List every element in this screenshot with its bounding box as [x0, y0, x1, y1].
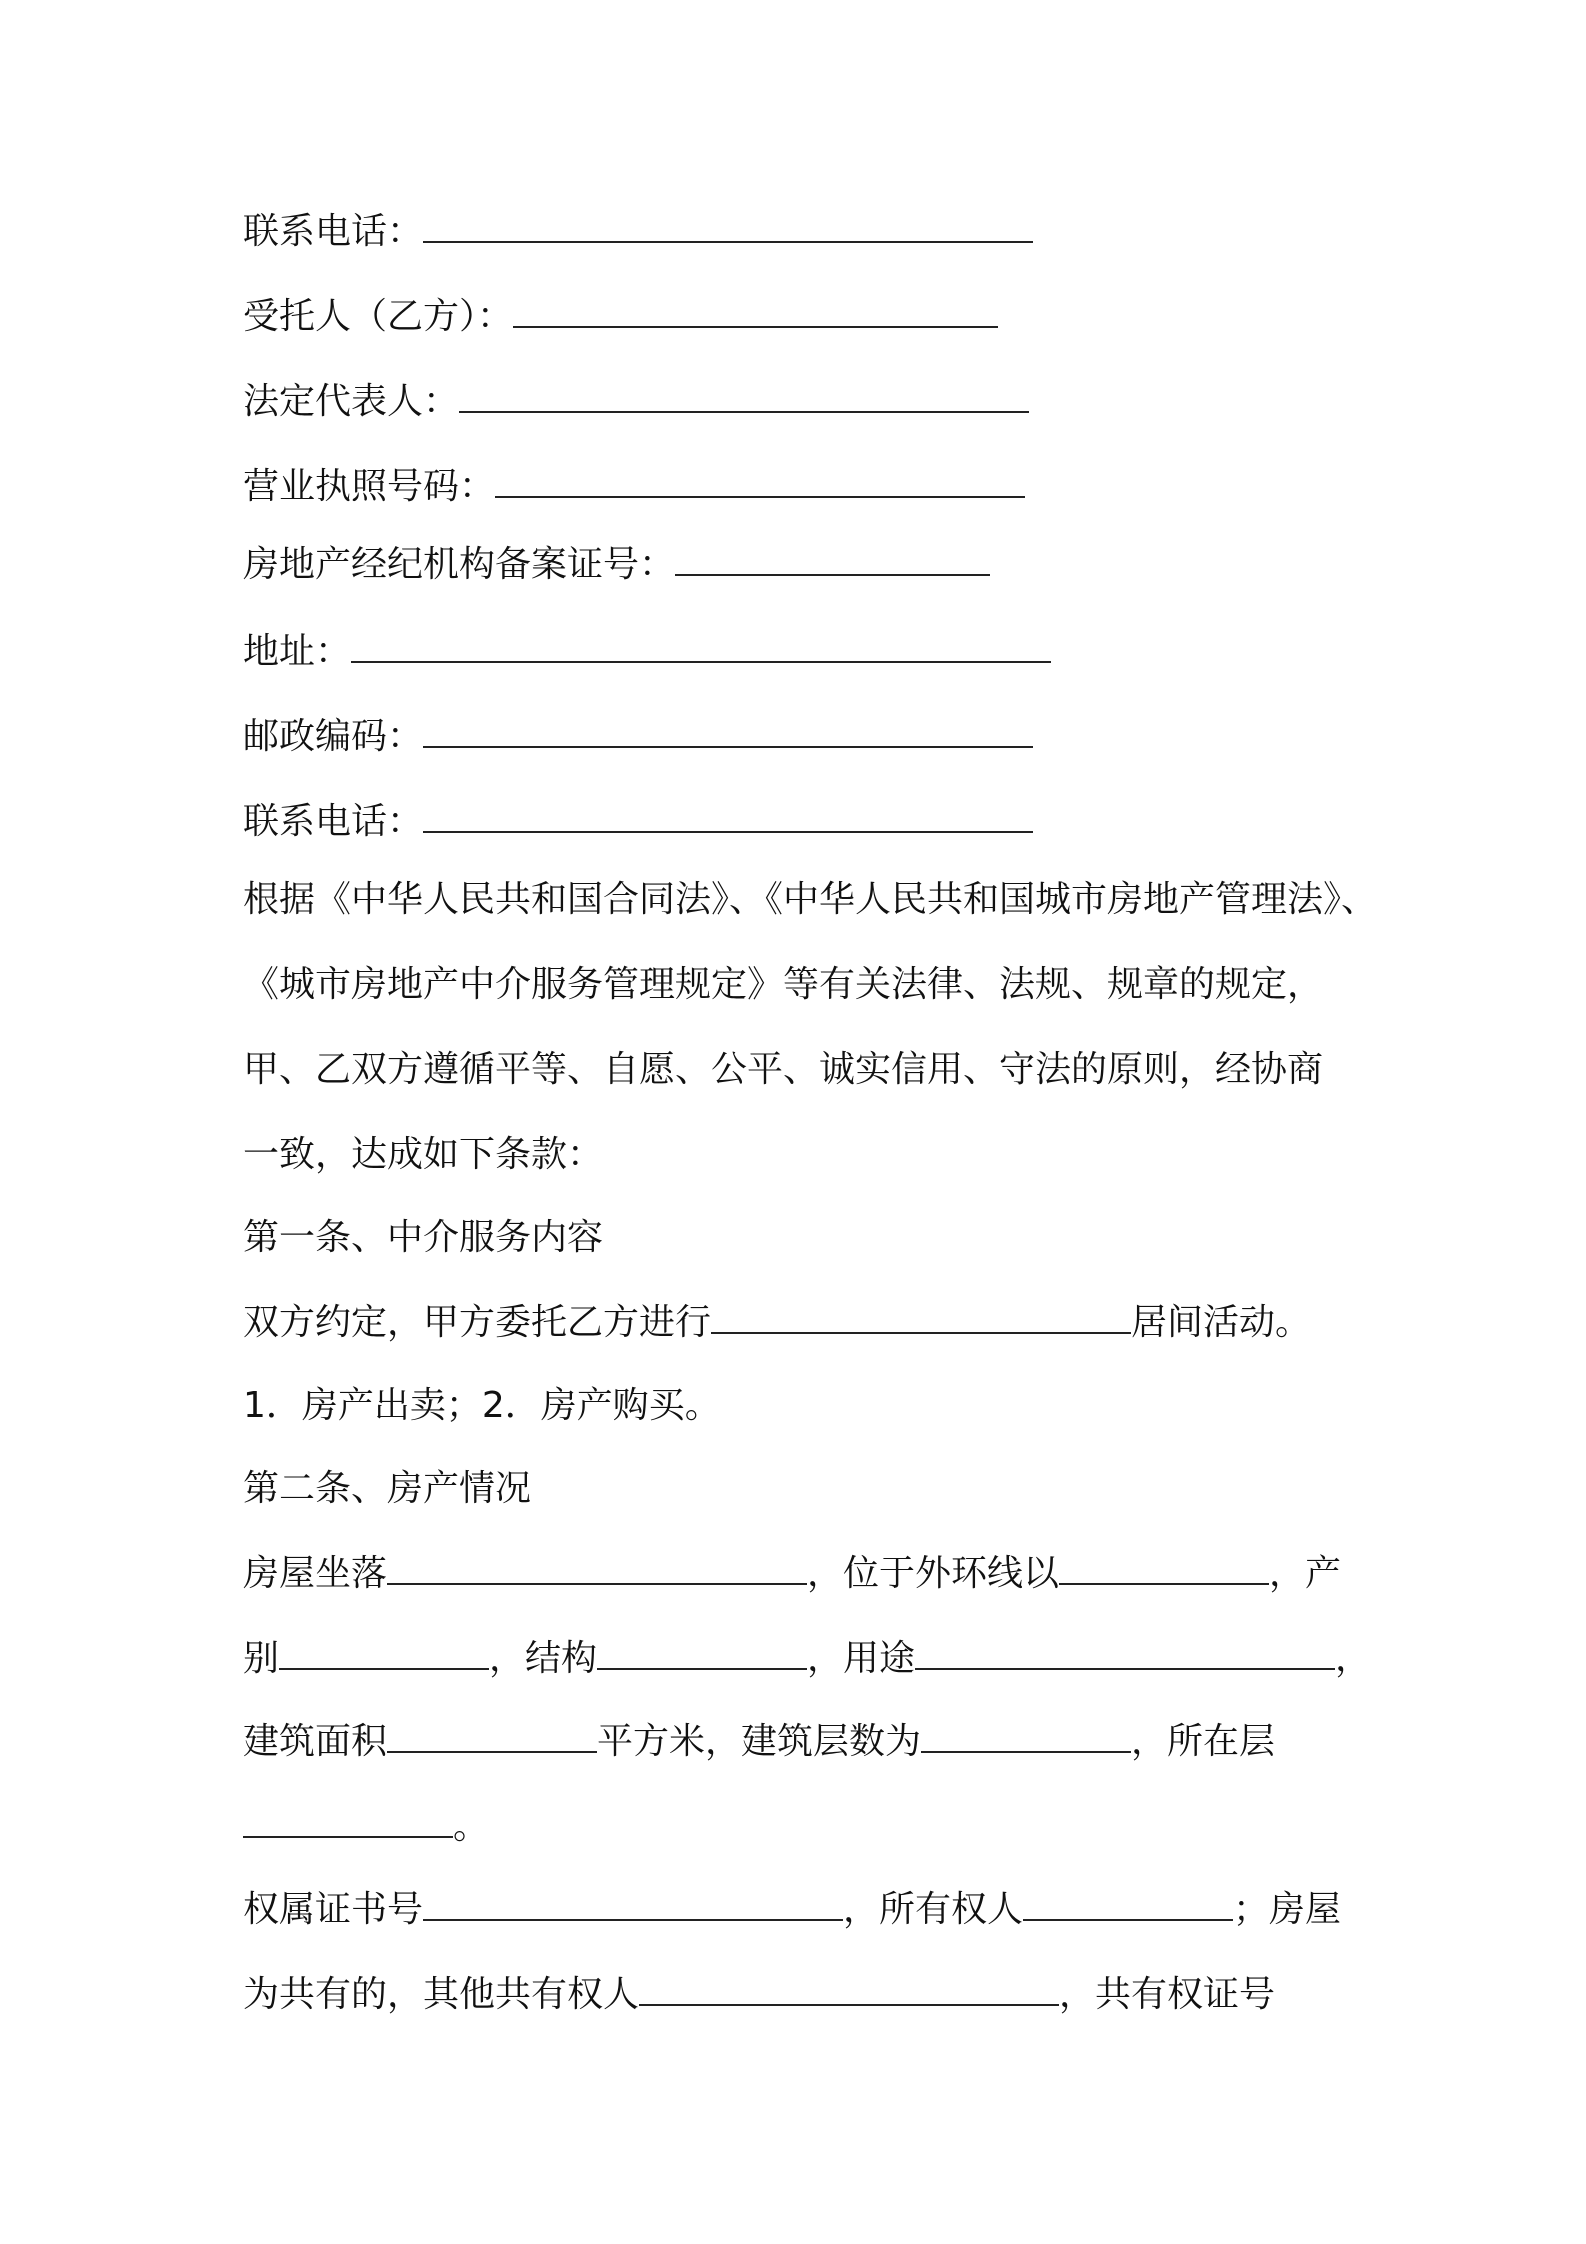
article-1-content [243, 1302, 1311, 1344]
blank-line[interactable] [351, 631, 1051, 663]
property-line-2 [243, 1638, 1371, 1680]
field-contact-phone-1 [243, 211, 1033, 253]
blank-line[interactable] [423, 716, 1033, 748]
blank-line[interactable] [423, 801, 1033, 833]
blank-line[interactable] [639, 1974, 1059, 2006]
field-label: 地址： [243, 631, 352, 672]
text: 为共有的，其他共有权人 [243, 1974, 640, 2015]
blank-line[interactable] [279, 1638, 489, 1670]
field-business-license [243, 466, 1025, 508]
intro-line: 一致，达成如下条款： [243, 1134, 604, 1175]
blank-line[interactable] [711, 1302, 1131, 1334]
text: ，所有权人 [843, 1889, 1024, 1930]
field-address [243, 631, 1051, 673]
blank-line[interactable] [423, 211, 1033, 243]
blank-line[interactable] [495, 466, 1025, 498]
text: 平方米，建筑层数为 [597, 1721, 922, 1762]
field-postal-code [243, 716, 1033, 758]
blank-line[interactable] [921, 1721, 1131, 1753]
property-line-4 [243, 1806, 489, 1848]
blank-line[interactable] [1059, 1553, 1269, 1585]
intro-line: 《城市房地产中介服务管理规定》等有关法律、法规、规章的规定， [243, 964, 1324, 1005]
text: ，结构 [489, 1638, 598, 1679]
text: 权属证书号 [243, 1889, 424, 1930]
text: ，位于外环线以 [807, 1553, 1060, 1594]
blank-line[interactable] [513, 296, 998, 328]
text: 。 [453, 1806, 490, 1847]
article-2-heading: 第二条、房产情况 [243, 1468, 532, 1509]
text: ，用途 [807, 1638, 916, 1679]
text: ；房屋 [1233, 1889, 1342, 1930]
text: 建筑面积 [243, 1721, 388, 1762]
property-line-1 [243, 1553, 1341, 1595]
text: 别 [243, 1638, 280, 1679]
blank-line[interactable] [915, 1638, 1335, 1670]
text: 居间活动。 [1131, 1302, 1312, 1343]
field-trustee [243, 296, 998, 338]
field-label: 法定代表人： [243, 381, 460, 422]
field-label: 联系电话： [243, 211, 424, 252]
article-1-heading: 第一条、中介服务内容 [243, 1217, 604, 1258]
field-label: 邮政编码： [243, 716, 424, 757]
blank-line[interactable] [459, 381, 1029, 413]
blank-line[interactable] [243, 1806, 453, 1838]
text: ， [1335, 1638, 1372, 1679]
field-agency-registration [243, 544, 990, 586]
blank-line[interactable] [1023, 1889, 1233, 1921]
field-legal-representative [243, 381, 1029, 423]
property-line-3 [243, 1721, 1275, 1763]
text: 双方约定，甲方委托乙方进行 [243, 1302, 712, 1343]
field-label: 营业执照号码： [243, 466, 496, 507]
blank-line[interactable] [387, 1553, 807, 1585]
field-contact-phone-2 [243, 801, 1033, 843]
field-label: 房地产经纪机构备案证号： [243, 544, 676, 585]
text: 房屋坐落 [243, 1553, 388, 1594]
field-label: 联系电话： [243, 801, 424, 842]
property-line-5 [243, 1889, 1341, 1931]
blank-line[interactable] [675, 544, 990, 576]
article-1-options: 1．房产出卖；2．房产购买。 [243, 1385, 721, 1426]
blank-line[interactable] [597, 1638, 807, 1670]
field-label: 受托人（乙方）： [243, 296, 514, 337]
text: ，所在层 [1131, 1721, 1276, 1762]
blank-line[interactable] [423, 1889, 843, 1921]
blank-line[interactable] [387, 1721, 597, 1753]
property-line-6 [243, 1974, 1275, 2016]
text: ，产 [1269, 1553, 1342, 1594]
intro-line: 甲、乙双方遵循平等、自愿、公平、诚实信用、守法的原则，经协商 [243, 1049, 1324, 1090]
text: ，共有权证号 [1059, 1974, 1276, 2015]
intro-line: 根据《中华人民共和国合同法》、《中华人民共和国城市房地产管理法》、 [243, 879, 1378, 920]
